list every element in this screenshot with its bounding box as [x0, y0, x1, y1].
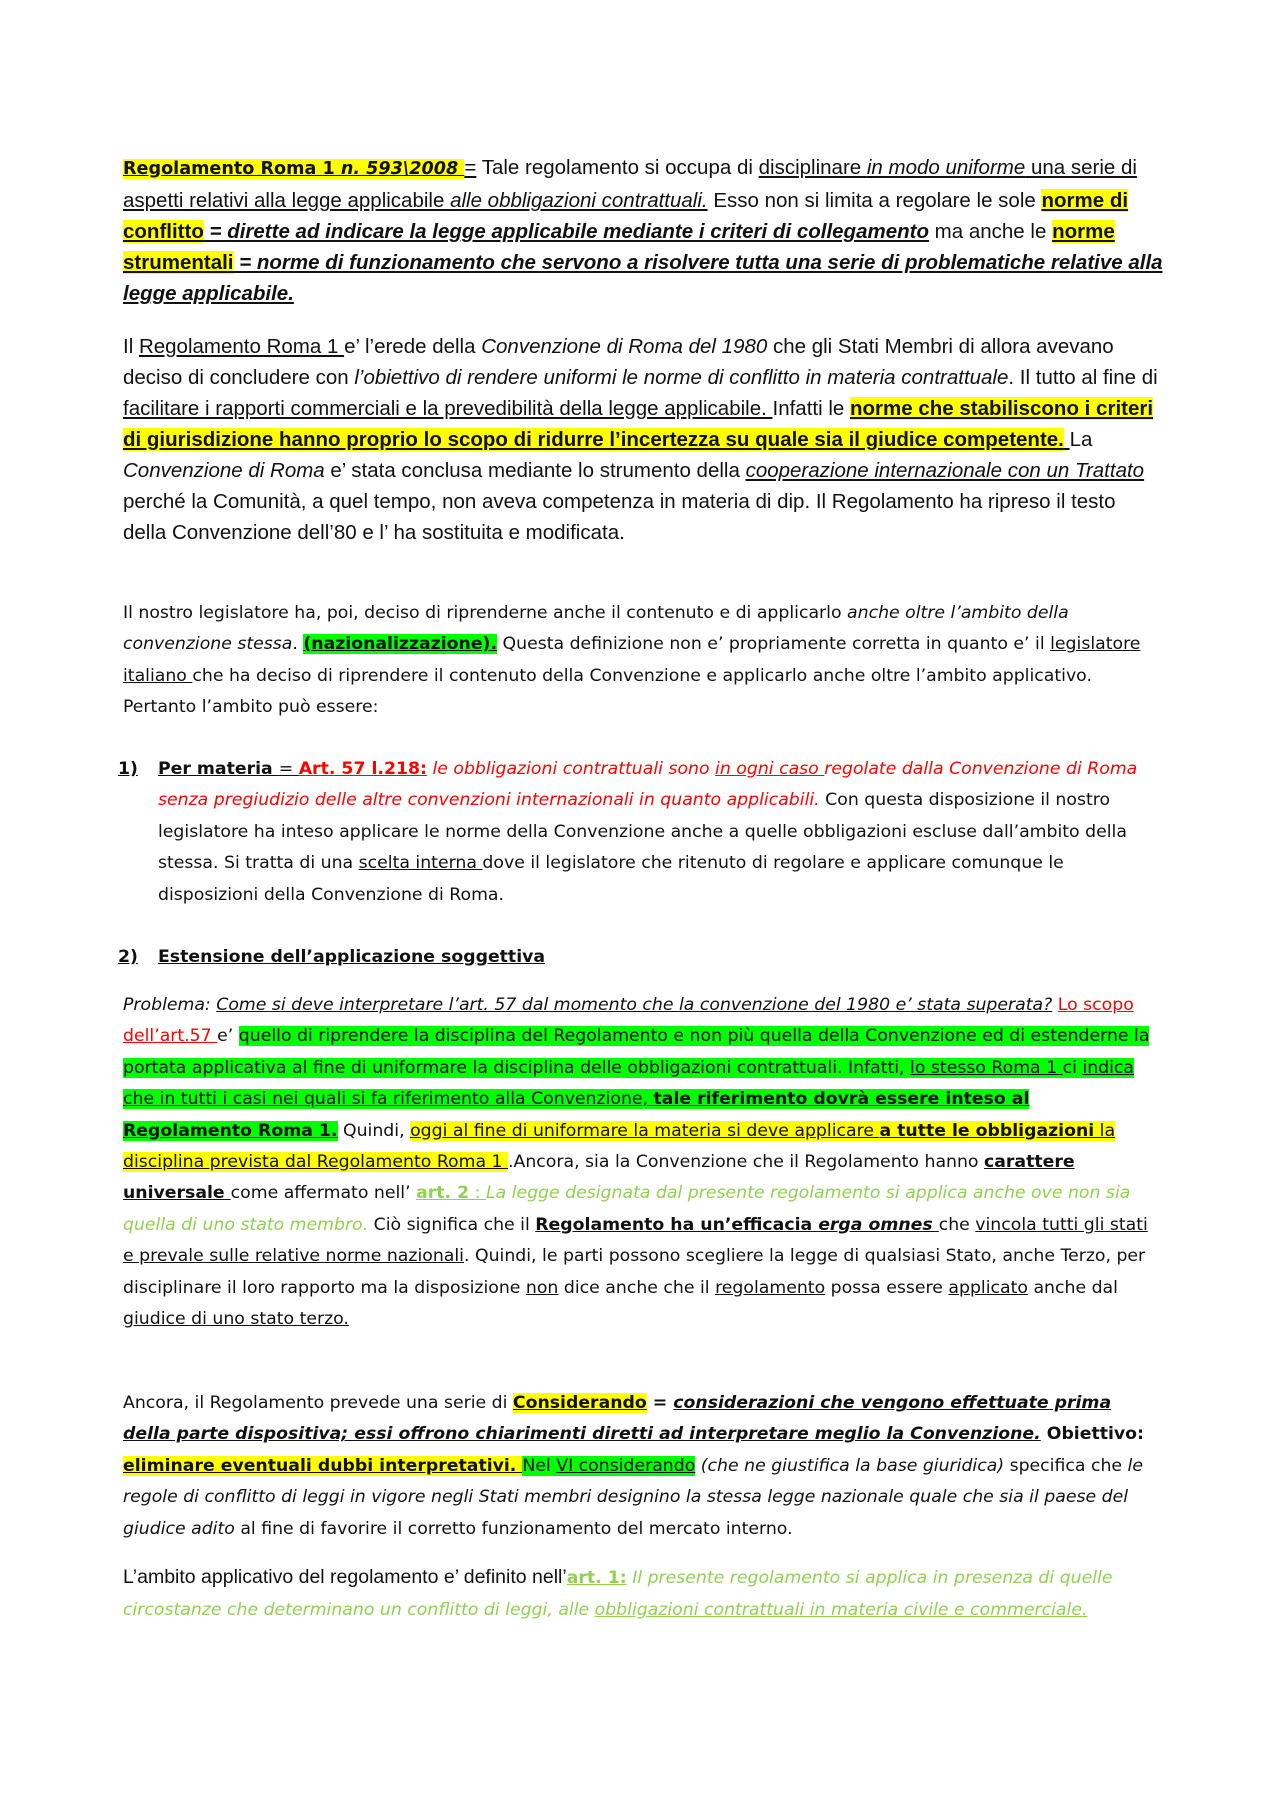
highlight-giurisdizione: norme che stabiliscono i criteri di giurisdizione hanno proprio lo scopo di ridurre l’incertezza su quale sia il giudice competente.: [123, 397, 1154, 451]
ref-art-57: Art. 57 l.218:: [298, 759, 427, 779]
ref-art-2: art. 2: [416, 1183, 470, 1204]
title-number: n. 593\2008: [334, 159, 465, 179]
paragraph-considerando: Ancora, il Regolamento prevede una serie di Considerando = considerazioni che vengono effettuate prima della parte dispositiva; essi offrono chiarimenti diretti ad interpretare meglio la Convenzione. Obiettivo: eliminare eventuali dubbi interpretativi. Nel VI considerando (che ne giustifica la base giuridica) specifica che le regole di conflitto di leggi in vigore negli Stati membri designino la stessa legge nazionale quale che sia il paese del giudice adito al fine di favorire il corretto funzionamento del mercato interno.: [123, 1393, 1144, 1539]
paragraph-convenzione: Il Regolamento Roma 1 e’ l’erede della Convenzione di Roma del 1980 che gli Stati Membri di allora avevano deciso di concludere con l’obiettivo di rendere uniformi le norme di conflitto in materia contrattuale. Il tutto al fine di facilitare i rapporti commerciali e la prevedibilità della legge applicabile. Infatti le norme che stabiliscono i criteri di giurisdizione hanno proprio lo scopo di ridurre l’incertezza su quale sia il giudice competente. La Convenzione di Roma e’ stata conclusa mediante lo strumento della cooperazione internazionale con un Trattato perché la Comunità, a quel tempo, non aveva competenza in materia di dip. Il Regolamento ha ripreso il testo della Convenzione dell’80 e l’ ha sostituita e modificata.: [123, 335, 1158, 544]
list-number-1: 1): [118, 759, 138, 779]
highlight-considerando: Considerando: [512, 1393, 647, 1413]
list-number-2: 2): [118, 947, 138, 967]
paragraph-problema: Problema: Come si deve interpretare l’art. 57 dal momento che la convenzione del 1980 e’ stata superata? Lo scopo dell’art.57 e’ quello di riprendere la disciplina del Regolamento e non più quella della Convenzione ed di estenderne la portata applicativa al fine di uniformare la disciplina delle obbligazioni contrattuali. Infatti, lo stesso Roma 1 ci indica che in tutti i casi nei quali si fa riferimento alla Convenzione, tale riferimento dovrà essere inteso al Regolamento Roma 1. Quindi, oggi al fine di uniformare la materia si deve applicare a tutte le obbligazioni la disciplina prevista dal Regolamento Roma 1 .Ancora, sia la Convenzione che il Regolamento hanno carattere universale come affermato nell’ art. 2 : La legge designata dal presente regolamento si applica anche ove non sia quella di uno stato membro. Ciò significa che il Regolamento ha un’efficacia erga omnes che vincola tutti gli stati e prevale sulle relative norme nazionali. Quindi, le parti possono scegliere la legge di qualsiasi Stato, anche Terzo, per disciplinare il loro rapporto ma la disposizione non dice anche che il regolamento possa essere applicato anche dal giudice di uno stato terzo.: [123, 995, 1150, 1330]
title-regolamento: Regolamento Roma 1: [123, 159, 335, 179]
ref-art-1: art. 1:: [566, 1568, 627, 1588]
highlight-norme-strumentali: norme strumentali: [123, 220, 1115, 275]
list-item-per-materia: 1) Per materia = Art. 57 l.218: le obbligazioni contrattuali sono in ogni caso regolate dalla Convenzione di Roma senza pregiudizio delle altre convenzioni internazionali in quanto applicabili. Con questa disposizione il nostro legislatore ha inteso applicare le norme della Convenzione anche a quelle obbligazioni escluse dall’ambito della stessa. Si tratta di una scelta interna dove il legislatore che ritenuto di regolare e applicare comunque le disposizioni della Convenzione di Roma.: [158, 754, 1163, 911]
highlight-norme-di-conflitto: norme di conflitto: [123, 189, 1129, 244]
paragraph-nazionalizzazione: Il nostro legislatore ha, poi, deciso di riprenderne anche il contenuto e di applicarlo anche oltre l’ambito della convenzione stessa. (nazionalizzazione). Questa definizione non e’ propriamente corretta in quanto e’ il legislatore italiano che ha deciso di riprendere il contenuto della Convenzione e applicarlo anche oltre l’ambito applicativo. Pertanto l’ambito può essere:: [123, 603, 1141, 718]
highlight-obiettivo: eliminare eventuali dubbi interpretativi.: [123, 1455, 523, 1476]
highlight-nazionalizzazione: (nazionalizzazione).: [303, 634, 498, 655]
paragraph-ambito-applicativo: L’ambito applicativo del regolamento e’ definito nell’art. 1: Il presente regolamento si applica in presenza di quelle circostanze che determinano un conflitto di leggi, alle obbligazioni contrattuali in materia civile e commerciale.: [123, 1566, 1113, 1621]
highlight-riferimento-roma-1: tale riferimento dovrà essere inteso al Regolamento Roma 1.: [123, 1089, 1030, 1141]
paragraph-intro: Regolamento Roma 1 n. 593\2008 = Tale regolamento si occupa di disciplinare in modo uniforme una serie di aspetti relativi alla legge applicabile alle obbligazioni contrattuali. Esso non si limita a regolare le sole norme di conflitto = dirette ad indicare la legge applicabile mediante i criteri di collegamento ma anche le norme strumentali = norme di funzionamento che servono a risolvere tutta una serie di problematiche relative alla legge applicabile.: [123, 156, 1163, 306]
list-item-estensione: 2) Estensione dell’applicazione soggettiva: [158, 942, 1163, 973]
ref-scopo-art-57: Lo scopo dell’art.57: [123, 995, 1134, 1047]
